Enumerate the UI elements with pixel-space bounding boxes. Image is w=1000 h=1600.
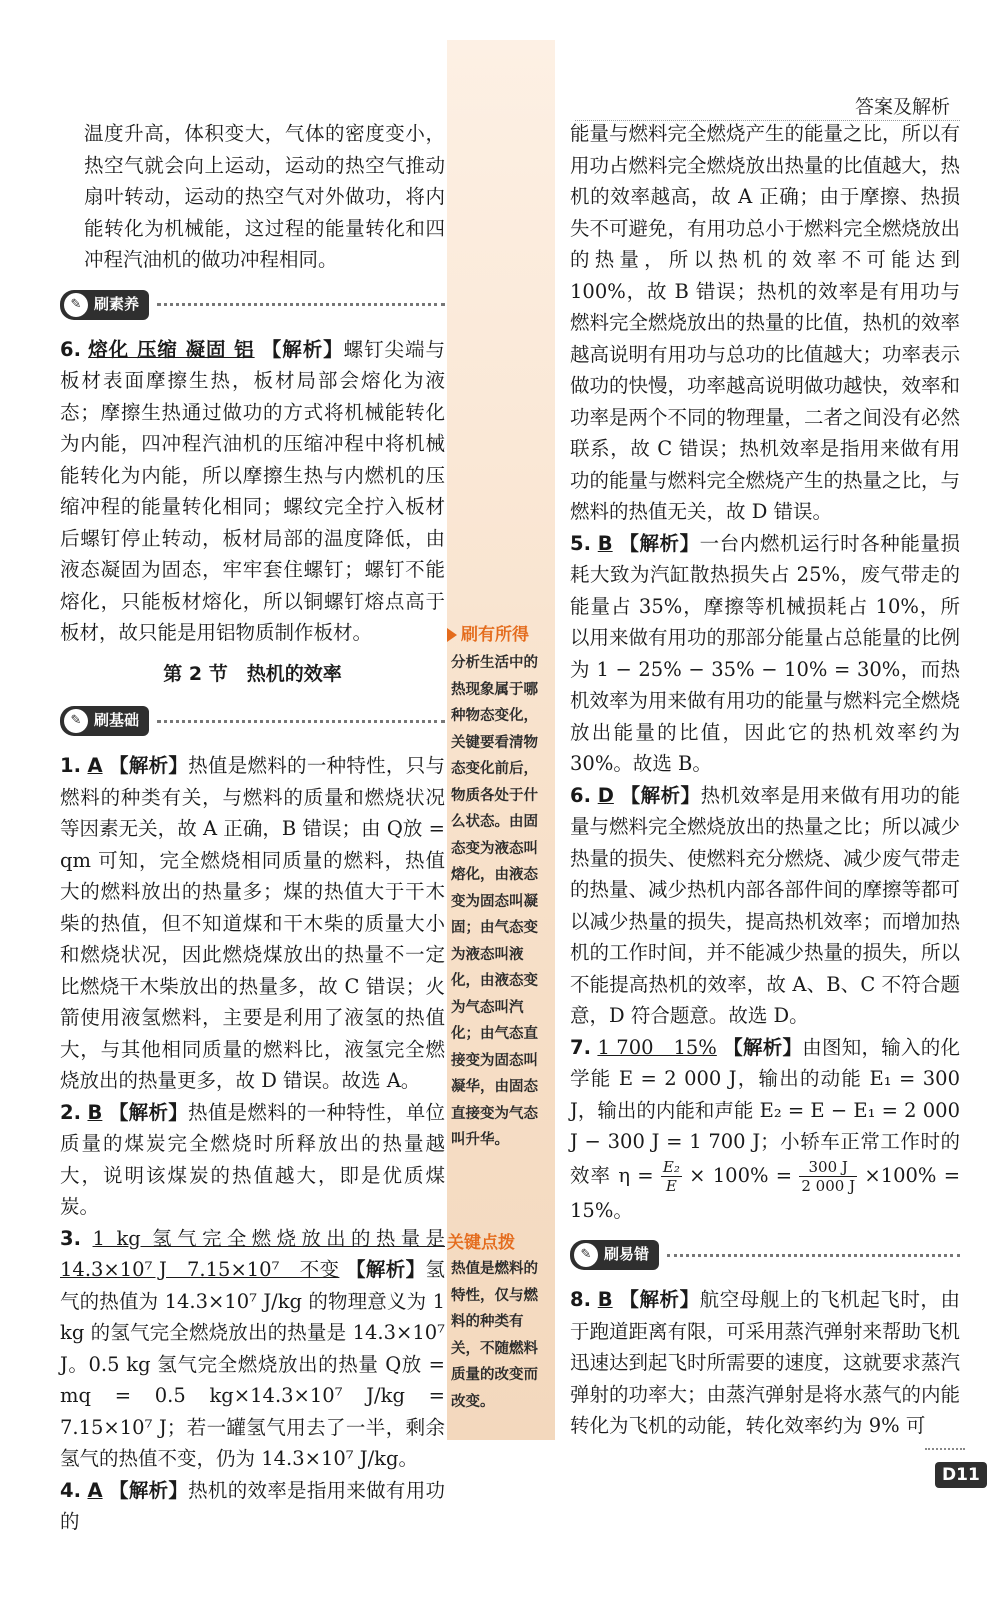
- fraction-numerator: 300 J: [799, 1158, 857, 1177]
- answer: B: [597, 1288, 613, 1311]
- badge-label: 刷基础: [94, 711, 140, 730]
- analysis-tag: 【解析】: [109, 754, 189, 777]
- question-4-continued: 能量与燃料完全燃烧产生的能量之比，所以有用功占燃料完全燃烧放出热量的比值越大，热机的效率越高，故 A 正确；由于摩擦、热损失不可避免，有用功总小于燃料完全燃烧放出的热量，所以热机的效率不可能达到 100%，故 B 错误；热机的效率是有用功与燃料完全燃烧放出的热量的比值，热机的效率越高说明有用功与总功的比值越大；功率表示做功的快慢，功率越高说明做功越快，效率和功率是两个不同的物理量，二者之间没有必然联系，故 C 错误；热机效率是指用来做有用功的能量与燃料完全燃烧产生的热量之比，与燃料的热值无关，故 D 错误。: [570, 122, 961, 523]
- fraction-numerator: E₂: [662, 1157, 680, 1176]
- question-2: [60, 1097, 445, 1223]
- question-number: 3.: [60, 1226, 81, 1250]
- margin-note-heading-1: [447, 620, 529, 645]
- page-number: D11: [935, 1462, 987, 1488]
- dotted-divider: [157, 303, 445, 306]
- answer: 1 700 15%: [597, 1035, 717, 1059]
- intro-paragraph: 温度升高，体积变大，气体的密度变小，热空气就会向上运动，运动的热空气推动扇叶转动，运动的热空气对外做功，将内能转化为机械能，这过程的能量转化和四冲程汽油机的做功冲程相同。: [84, 122, 445, 271]
- question-number: 2.: [60, 1100, 81, 1124]
- margin-note-text-2: 热值是燃料的特性，仅与燃料的种类有关，不随燃料质量的改变而改变。: [451, 1261, 538, 1410]
- analysis-tag: 【解析】: [619, 531, 700, 555]
- analysis-text: 航空母舰上的飞机起飞时，由于跑道距离有限，可采用蒸汽弹射来帮助飞机迅速达到起飞时所需要的速度，这就要求蒸汽弹射的功率大；由蒸汽弹射是将水蒸气的内能转化为飞机的动能，转化效率约为 9% 可: [570, 1288, 961, 1437]
- analysis-tag: 【解析】: [261, 337, 344, 361]
- analysis-text: 热机的效率是指用来做有用功的: [60, 1478, 445, 1533]
- analysis-text: 100% =: [712, 1163, 793, 1187]
- badge-label: 刷易错: [604, 1245, 650, 1264]
- dotted-divider: [667, 1254, 960, 1257]
- question-1: [60, 750, 445, 1097]
- right-column: [570, 118, 960, 1442]
- question-number: 5.: [570, 531, 591, 555]
- question-number: 6.: [570, 783, 591, 807]
- question-number: 4.: [60, 1478, 81, 1502]
- answer: 1 kg 氢气完全燃烧放出的热量是 14.3×10⁷ J 7.15×10⁷ 不变: [60, 1226, 446, 1281]
- badge-label: 刷素养: [94, 294, 140, 313]
- question-7: [570, 1032, 960, 1227]
- question-3: [60, 1223, 445, 1475]
- section-badge-yicuo: [570, 1240, 659, 1270]
- fraction-denominator: 2 000 J: [801, 1176, 856, 1195]
- section-badge-jichu: [60, 706, 149, 736]
- analysis-text: 热机效率是用来做有用功的能量与燃料完全燃烧放出的热量之比；所以减少热量的损失、使燃料充分燃烧、减少废气带走的热量、减少热机内部各部件间的摩擦等都可以减少热量的损失，提高热机效率；而增加热机的工作时间，并不能减少热量的损失，所以不能提高热机的效率，故 A、B、C 不符合题意，D 符合题意。故选 D。: [570, 783, 961, 1027]
- analysis-tag: 【解析】: [109, 1478, 189, 1502]
- pencil-icon: ✎: [574, 1243, 598, 1267]
- pencil-icon: ✎: [64, 293, 88, 317]
- analysis-tag: 【解析】: [619, 1288, 700, 1311]
- analysis-text: 由图知，输入的化学能 E = 2 000 J，输出的动能 E₁ = 300 J，输出的内能和声能 E₂ = E − E₁ = 2 000 J − 300 J = 1 700 J；小轿车正常工作时的效率 η =: [570, 1035, 960, 1187]
- dotted-divider: [157, 720, 445, 723]
- analysis-text: 螺钉尖端与板材表面摩擦生热，板材局部会熔化为液态；摩擦生热通过做功的方式将机械能转化为内能，四冲程汽油机的压缩冲程中将机械能转化为内能，所以摩擦生热与内燃机的压缩冲程的能量转化相同；螺纹完全拧入板材后螺钉停止转动，板材局部的温度降低，由液态凝固为固态，牢牢套住螺钉；螺钉不能熔化，只能板材熔化，所以铜螺钉熔点高于板材，故只能是用铝物质制作板材。: [60, 337, 445, 644]
- analysis-tag: 【解析】: [345, 1258, 426, 1281]
- margin-note-heading-2-label: 关键点拨: [447, 1233, 515, 1253]
- answer: D: [597, 783, 614, 807]
- badge-row-yicuo: [570, 1232, 960, 1278]
- times-sign: ×: [689, 1163, 706, 1187]
- question-4: [60, 1475, 445, 1538]
- section-title: 第 2 节 热机的效率: [163, 662, 342, 685]
- question-number: 8.: [570, 1288, 591, 1311]
- analysis-text: 氢气的热值为 14.3×10⁷ J/kg 的物理意义为 1 kg 的氢气完全燃烧放出的热量是 14.3×10⁷ J。0.5 kg 氢气完全燃烧放出的热量 Q放 = mq = 0.5 kg×14.3×10⁷ J/kg = 7.15×10⁷ J；若一罐氢气用去了一半，剩余氢气的热值不变，仍为 14.3×10⁷ J/kg。: [60, 1258, 445, 1470]
- answer: B: [87, 1100, 103, 1124]
- question-number: 6.: [60, 337, 81, 361]
- left-column: [60, 118, 445, 1538]
- fraction-denominator: E: [665, 1176, 677, 1195]
- answer: B: [597, 531, 613, 555]
- margin-note-heading-2: [447, 1228, 515, 1253]
- analysis-text: 热值是燃料的一种特性，单位质量的煤炭完全燃烧时所释放出的热量越大，说明该煤炭的热值越大，即是优质煤炭。: [60, 1100, 446, 1218]
- question-number: 7.: [570, 1035, 591, 1059]
- question-number: 1.: [60, 754, 81, 777]
- page-header: 答案及解析: [854, 96, 950, 118]
- analysis-tag: 【解析】: [620, 783, 701, 807]
- analysis-text: 一台内燃机运行时各种能量损耗大致为汽缸散热损失占 25%，废气带走的能量占 35%，摩擦等机械损耗占 10%，所以用来做有用功的那部分能量占总能量的比例为 1 − 25% − 35% − 10% = 30%，而热机效率为用来做有用功的能量与燃料完全燃烧放出能量的比值，因此它的热机效率约为 30%。故选 B。: [570, 531, 961, 775]
- question-6-right: [570, 780, 960, 1032]
- arrow-icon: [447, 628, 457, 642]
- analysis-tag: 【解析】: [108, 1100, 189, 1124]
- pencil-icon: ✎: [64, 709, 88, 733]
- value-fraction: [799, 1158, 857, 1195]
- analysis-text: 热值是燃料的一种特性，只与燃料的种类有关，与燃料的质量和燃烧状况等因素无关，故 A 正确，B 错误；由 Q放 = qm 可知，完全燃烧相同质量的燃料，热值大的燃料放出的热量多；煤的热值大于干木柴的热值，但不知道煤和干木柴的质量大小和燃烧状况，因此燃烧煤放出的热量不一定比燃烧干木柴放出的热量多，故 C 错误；火箭使用液氢燃料，主要是利用了液氢的热值大，与其他相同质量的燃料比，液氢完全燃烧放出的热量更多，故 D 错误。故选 A。: [60, 754, 445, 1092]
- answer: A: [87, 754, 103, 777]
- question-6: [60, 334, 445, 649]
- margin-note-heading-1-label: 刷有所得: [461, 625, 529, 645]
- margin-note-text-1: 分析生活中的热现象属于哪种物态变化，关键要看清物态变化前后，物质各处于什么状态。由固态变为液态叫熔化，由液态变为固态叫凝固；由气态变为液态叫液化，由液态变为气态叫汽化；由气态直接变为固态叫凝华，由固态直接变为气态叫升华。: [451, 655, 538, 1148]
- answer: A: [87, 1478, 103, 1502]
- page-number-dots: [925, 1448, 965, 1450]
- answer: 熔化 压缩 凝固 铝: [88, 337, 255, 361]
- question-5: [570, 528, 960, 780]
- analysis-text: ×100% = 15%。: [570, 1163, 961, 1222]
- section-badge-suyang: [60, 290, 149, 320]
- efficiency-fraction: [661, 1158, 682, 1195]
- badge-row-suyang: [60, 282, 445, 328]
- badge-row-jichu: [60, 698, 445, 744]
- question-8: [570, 1284, 960, 1442]
- analysis-tag: 【解析】: [723, 1035, 803, 1059]
